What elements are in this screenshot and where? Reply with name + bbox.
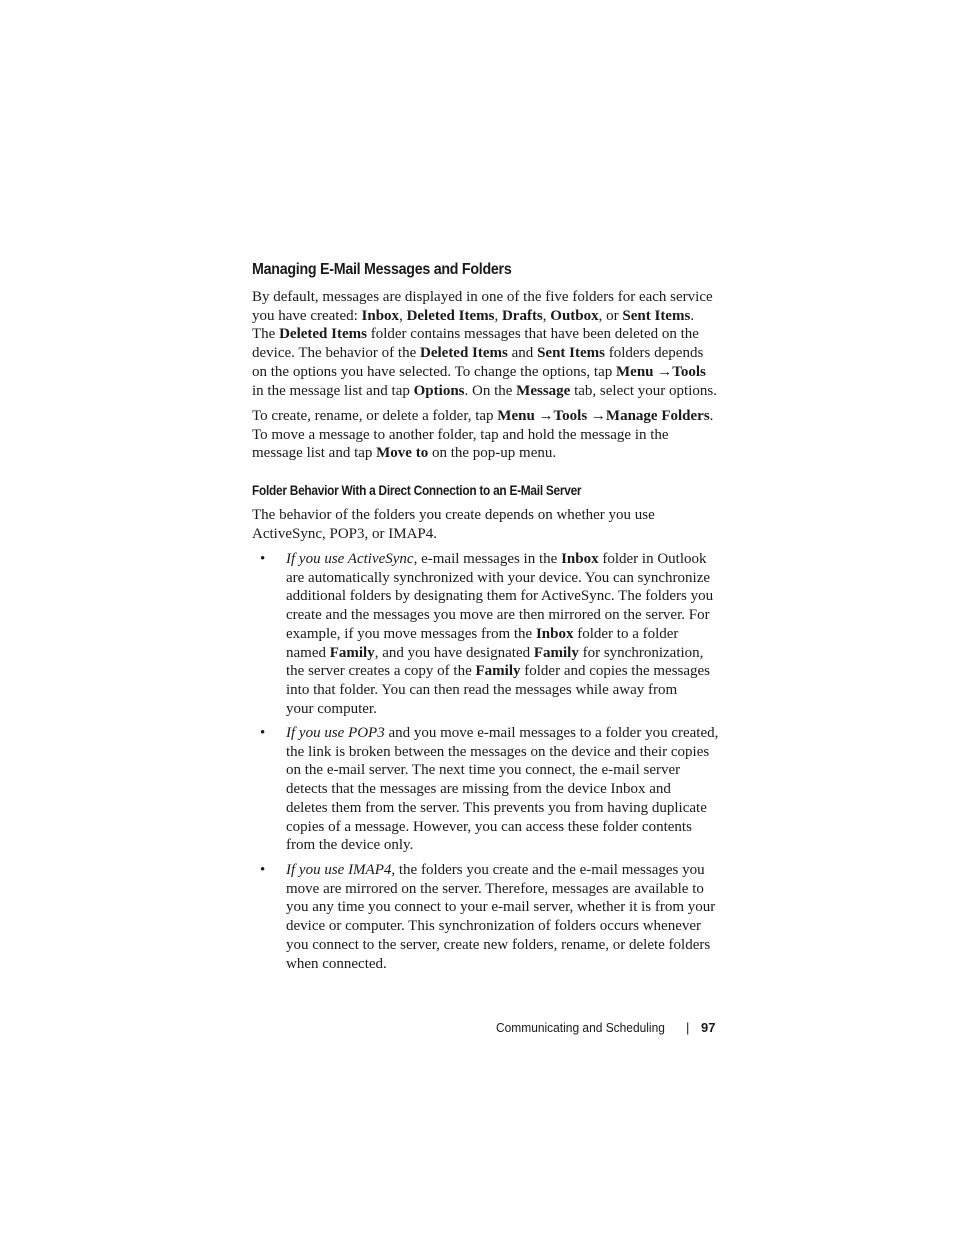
text-line: message list and tap Move to on the pop-up menu. xyxy=(252,445,557,462)
list-item-text: If you use IMAP4, the folders you create and the e-mail messages you move are mirrored on the server. Therefore, messages are available to you any time you connect to your e-mail server, whether it is from your device or computer. This synchronization of folders occurs whenever you connect to the server, create new folders, rename, or delete folders when connected. xyxy=(286,862,716,972)
text-line: device. The behavior of the Deleted Items and Sent Items folders depends xyxy=(252,345,704,362)
paragraph-default-folders xyxy=(252,288,728,400)
text-line: you have created: Inbox, Deleted Items, Drafts, Outbox, or Sent Items. xyxy=(252,307,695,324)
text-line: To move a message to another folder, tap and hold the message in the xyxy=(252,426,669,443)
text-line: By default, messages are displayed in one of the five folders for each service xyxy=(252,289,713,305)
list-item-text: If you use POP3 and you move e-mail messages to a folder you created, the link is broken between the messages on the device and their copies on the e-mail server. The next time you connect, the e-mail server detects that the messages are missing from the device Inbox and deletes them from the server. This prevents you from having duplicate copies of a message. However, you can access these folder contents from the device only. xyxy=(286,725,719,854)
subsection-heading: Folder Behavior With a Direct Connection to an E-Mail Server xyxy=(252,483,582,498)
text-line: To create, rename, or delete a folder, tap Menu →Tools →Manage Folders. xyxy=(252,408,714,424)
page-footer xyxy=(496,1020,716,1035)
bullet-icon: • xyxy=(260,862,266,878)
bullet-icon: • xyxy=(260,725,266,741)
text-line: ActiveSync, POP3, or IMAP4. xyxy=(252,525,438,542)
text-line: The Deleted Items folder contains messages that have been deleted on the xyxy=(252,326,699,343)
bullet-icon: • xyxy=(260,551,266,567)
text-line: on the options you have selected. To change the options, tap Menu →Tools xyxy=(252,363,706,380)
paragraph-folder-behavior xyxy=(252,506,728,543)
paragraph-manage-folders xyxy=(252,407,728,463)
text-line: in the message list and tap Options. On the Message tab, select your options. xyxy=(252,382,717,399)
page-number: 97 xyxy=(701,1020,716,1035)
footer-separator: | xyxy=(686,1020,690,1035)
text-line: The behavior of the folders you create depends on whether you use xyxy=(252,507,655,523)
footer-chapter-title: Communicating and Scheduling xyxy=(496,1020,665,1035)
section-heading: Managing E-Mail Messages and Folders xyxy=(252,261,512,278)
list-item-text: If you use ActiveSync, e-mail messages in the Inbox folder in Outlook are automatically synchronized with your device. You can synchronize additional folders by designating them for ActiveSync. The folders you create and the messages you move are then mirrored on the server. For example, if you move messages from the Inbox folder to a folder named Family, and you have designated Family for synchronization, the server creates a copy of the Family folder and copies the messages into that folder. You can then read the messages while away from your computer. xyxy=(286,551,714,717)
